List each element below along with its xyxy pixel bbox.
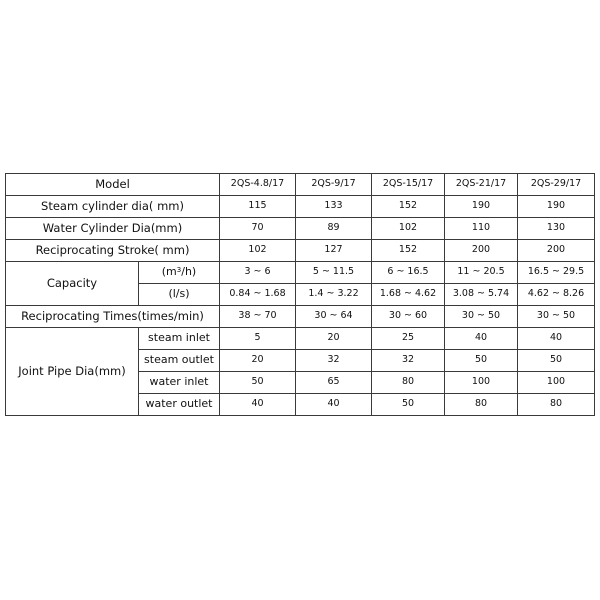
model-label: Model bbox=[6, 174, 220, 196]
table-cell: 50 bbox=[372, 394, 445, 416]
table-cell: 11 ~ 20.5 bbox=[445, 262, 518, 284]
table-cell: 70 bbox=[220, 218, 296, 240]
model-name: 2QS-29/17 bbox=[518, 174, 595, 196]
table-cell: 20 bbox=[220, 350, 296, 372]
model-name: 2QS-21/17 bbox=[445, 174, 518, 196]
table-cell: 80 bbox=[372, 372, 445, 394]
table-cell: 50 bbox=[220, 372, 296, 394]
table-cell: 3 ~ 6 bbox=[220, 262, 296, 284]
steam-cylinder-row bbox=[6, 196, 595, 218]
unit-label-ls: (l/s) bbox=[139, 284, 220, 306]
table-cell: 40 bbox=[296, 394, 372, 416]
stroke-row bbox=[6, 240, 595, 262]
joint-pipe-label: Joint Pipe Dia(mm) bbox=[6, 328, 139, 416]
table-cell: 16.5 ~ 29.5 bbox=[518, 262, 595, 284]
table-cell: 89 bbox=[296, 218, 372, 240]
table-cell: 5 bbox=[220, 328, 296, 350]
table-cell: 65 bbox=[296, 372, 372, 394]
table-cell: 0.84 ~ 1.68 bbox=[220, 284, 296, 306]
model-name: 2QS-9/17 bbox=[296, 174, 372, 196]
table-cell: 25 bbox=[372, 328, 445, 350]
sub-label: water outlet bbox=[139, 394, 220, 416]
table-cell: 50 bbox=[445, 350, 518, 372]
row-label: Reciprocating Stroke( mm) bbox=[6, 240, 220, 262]
table-cell: 4.62 ~ 8.26 bbox=[518, 284, 595, 306]
model-name: 2QS-15/17 bbox=[372, 174, 445, 196]
row-label: Steam cylinder dia( mm) bbox=[6, 196, 220, 218]
spec-table bbox=[5, 173, 595, 416]
table-cell: 100 bbox=[445, 372, 518, 394]
table-cell: 30 ~ 50 bbox=[518, 306, 595, 328]
table-cell: 127 bbox=[296, 240, 372, 262]
steam-inlet-row bbox=[6, 328, 595, 350]
row-label: Water Cylinder Dia(mm) bbox=[6, 218, 220, 240]
water-cylinder-row bbox=[6, 218, 595, 240]
table-cell: 190 bbox=[445, 196, 518, 218]
table-cell: 3.08 ~ 5.74 bbox=[445, 284, 518, 306]
table-cell: 40 bbox=[445, 328, 518, 350]
sub-label: steam inlet bbox=[139, 328, 220, 350]
table-cell: 190 bbox=[518, 196, 595, 218]
table-cell: 115 bbox=[220, 196, 296, 218]
model-row bbox=[6, 174, 595, 196]
table-cell: 1.68 ~ 4.62 bbox=[372, 284, 445, 306]
capacity-m3h-row bbox=[6, 262, 595, 284]
table-cell: 38 ~ 70 bbox=[220, 306, 296, 328]
table-cell: 50 bbox=[518, 350, 595, 372]
table-cell: 200 bbox=[518, 240, 595, 262]
table-cell: 40 bbox=[518, 328, 595, 350]
table-cell: 152 bbox=[372, 240, 445, 262]
capacity-label: Capacity bbox=[6, 262, 139, 306]
table-cell: 152 bbox=[372, 196, 445, 218]
table-cell: 110 bbox=[445, 218, 518, 240]
table-cell: 32 bbox=[372, 350, 445, 372]
sub-label: water inlet bbox=[139, 372, 220, 394]
table-cell: 40 bbox=[220, 394, 296, 416]
table-cell: 30 ~ 60 bbox=[372, 306, 445, 328]
table-cell: 130 bbox=[518, 218, 595, 240]
table-cell: 100 bbox=[518, 372, 595, 394]
table-cell: 6 ~ 16.5 bbox=[372, 262, 445, 284]
unit-label-m3h: $(m^3/h)$ bbox=[139, 262, 220, 284]
times-row bbox=[6, 306, 595, 328]
table-cell: 200 bbox=[445, 240, 518, 262]
sub-label: steam outlet bbox=[139, 350, 220, 372]
table-cell: 20 bbox=[296, 328, 372, 350]
table-cell: 102 bbox=[220, 240, 296, 262]
table-cell: 80 bbox=[445, 394, 518, 416]
table-cell: 5 ~ 11.5 bbox=[296, 262, 372, 284]
table-cell: 102 bbox=[372, 218, 445, 240]
table-cell: 30 ~ 50 bbox=[445, 306, 518, 328]
table-cell: 80 bbox=[518, 394, 595, 416]
table-cell: 30 ~ 64 bbox=[296, 306, 372, 328]
model-name: 2QS-4.8/17 bbox=[220, 174, 296, 196]
table-cell: 32 bbox=[296, 350, 372, 372]
table-cell: 1.4 ~ 3.22 bbox=[296, 284, 372, 306]
row-label: Reciprocating Times(times/min) bbox=[6, 306, 220, 328]
table-cell: 133 bbox=[296, 196, 372, 218]
